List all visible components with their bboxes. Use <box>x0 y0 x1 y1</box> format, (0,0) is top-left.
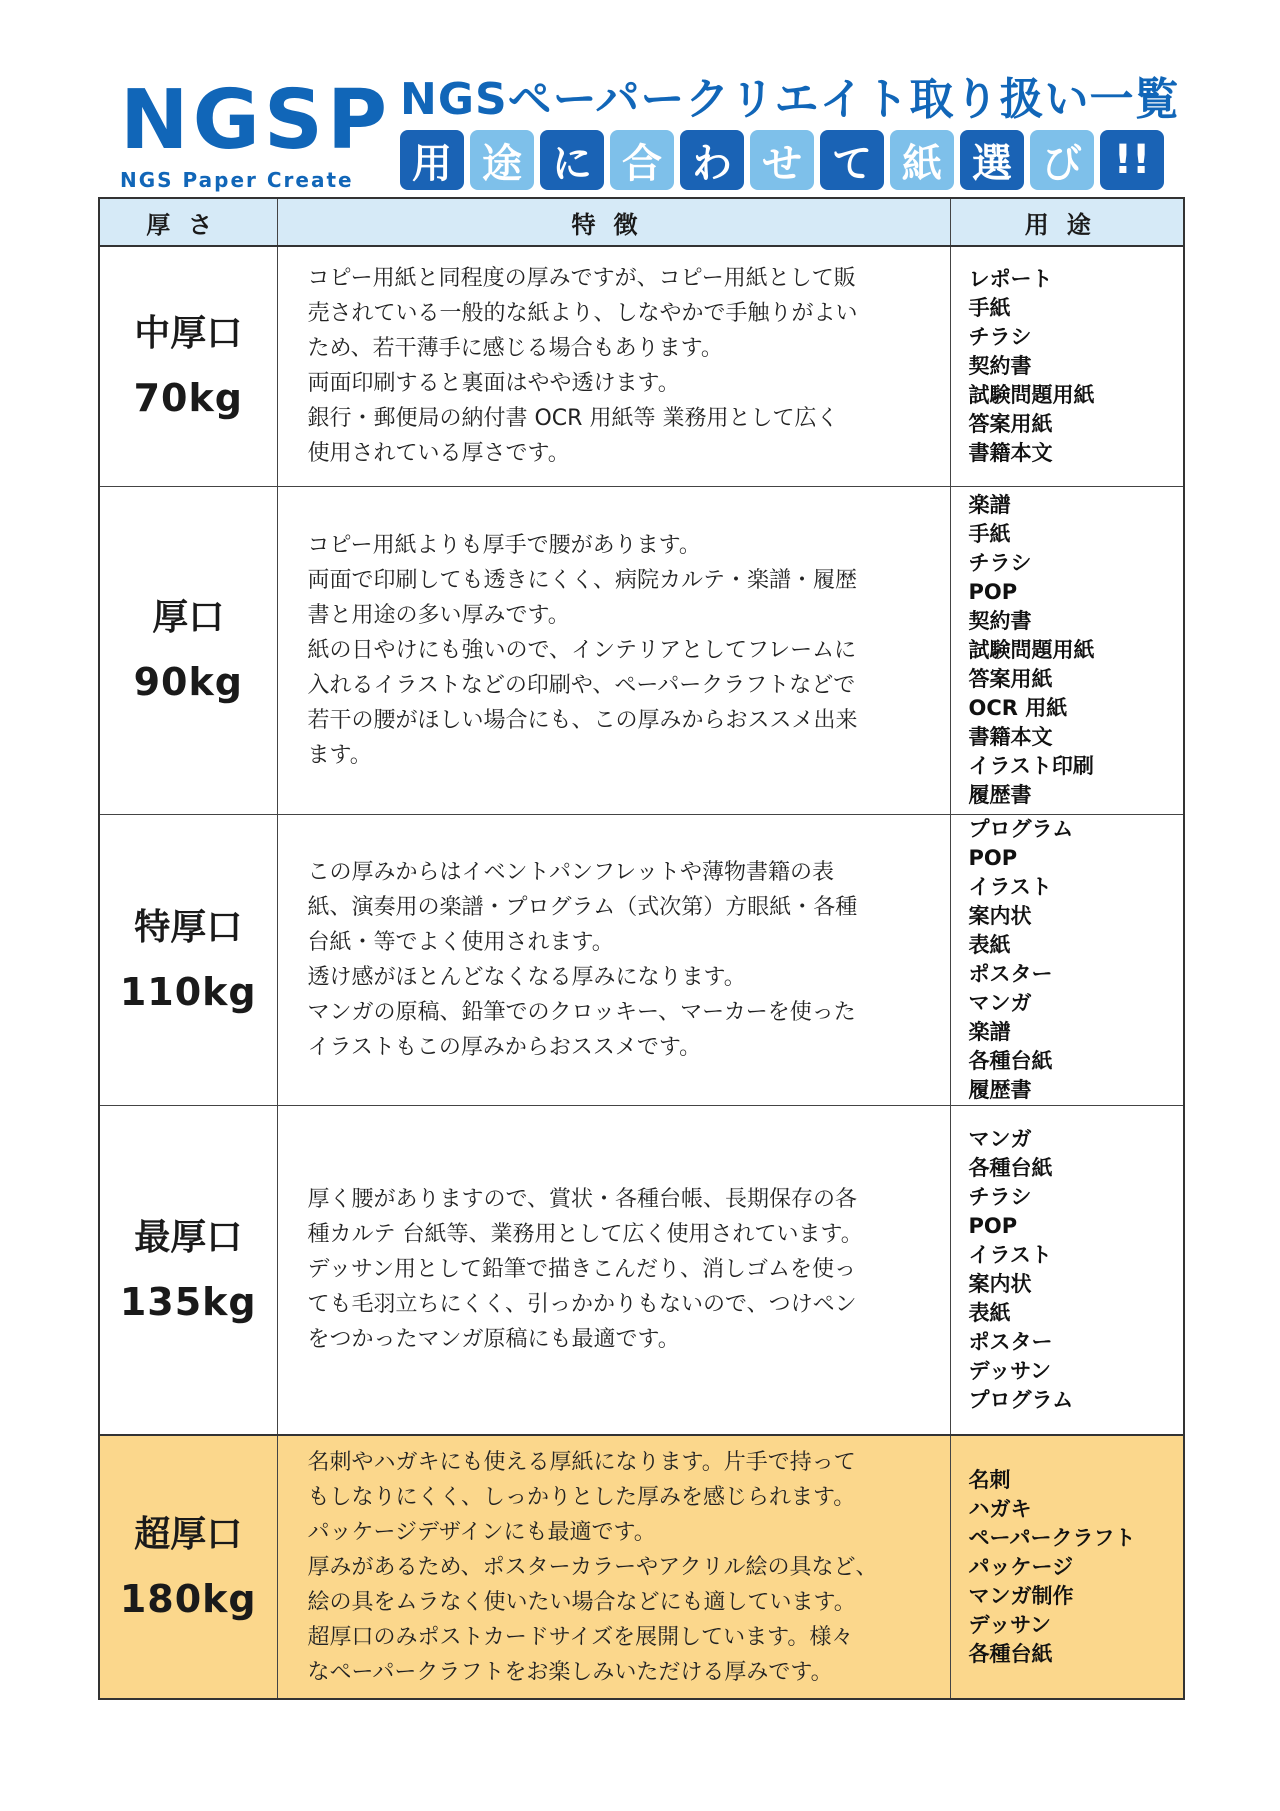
use-item: 楽譜 <box>968 492 1011 517</box>
header-uses: 用途 <box>950 198 1184 246</box>
uses-cell <box>950 814 1184 1105</box>
feature-line: 若干の腰がほしい場合にも、この厚みからおススメ出来 <box>307 707 858 733</box>
feature-line: もしなりにくく、しっかりとした厚みを感じられます。 <box>307 1484 856 1510</box>
feature-line: 台紙・等でよく使用されます。 <box>307 929 614 955</box>
use-item: チラシ <box>968 550 1032 575</box>
use-item: 案内状 <box>968 1271 1032 1296</box>
use-item: プログラム <box>968 1387 1074 1412</box>
feature-line: 超厚口のみポストカードサイズを展開しています。様々 <box>307 1624 854 1650</box>
use-item: 試験問題用紙 <box>968 637 1095 662</box>
feature-line: ため、若干薄手に感じる場合もあります。 <box>307 336 723 362</box>
page-title: NGSペーパークリエイト取り扱い一覧 <box>400 74 1180 125</box>
use-item: 案内状 <box>968 903 1032 928</box>
use-item: POP <box>968 579 1018 604</box>
feature-line: 厚く腰がありますので、賞状・各種台帳、長期保存の各 <box>307 1187 858 1213</box>
use-item: イラスト印刷 <box>968 753 1094 778</box>
features-cell <box>277 246 950 486</box>
thickness-cell <box>99 1435 277 1699</box>
logo-subtitle: NGS Paper Create <box>120 168 354 192</box>
features-cell <box>277 1435 950 1699</box>
thickness-name: 厚口 <box>152 597 225 638</box>
thickness-weight: 135kg <box>119 1279 257 1324</box>
tagline-tiles <box>400 130 1164 190</box>
feature-line: 両面で印刷しても透きにくく、病院カルテ・楽譜・履歴 <box>307 567 858 593</box>
tagline-tile: 途 <box>470 130 534 190</box>
tagline-tile: び <box>1030 130 1094 190</box>
uses-cell <box>950 1435 1184 1699</box>
use-item: チラシ <box>968 1184 1032 1209</box>
feature-line: 厚みがあるため、ポスターカラーやアクリル絵の具など、 <box>307 1554 878 1580</box>
use-item: プログラム <box>968 816 1074 841</box>
tagline-tile: せ <box>750 130 814 190</box>
ngsp-logo <box>120 73 392 192</box>
feature-line: なペーパークラフトをお楽しみいただける厚みです。 <box>307 1659 833 1685</box>
paper-thickness-table <box>98 197 1185 1700</box>
feature-line: マンガの原稿、鉛筆でのクロッキー、マーカーを使った <box>307 999 856 1025</box>
use-item: 各種台紙 <box>968 1048 1053 1073</box>
uses-cell <box>950 1105 1184 1435</box>
table-row <box>99 814 1184 1105</box>
tagline-tile: 選 <box>960 130 1024 190</box>
uses-cell <box>950 246 1184 486</box>
feature-line: 紙、演奏用の楽譜・プログラム（式次第）方眼紙・各種 <box>307 894 858 920</box>
thickness-cell <box>99 486 277 814</box>
feature-line: 売されている一般的な紙より、しなやかで手触りがよい <box>307 301 858 327</box>
feature-line: ても毛羽立ちにくく、引っかかりもないので、つけペン <box>307 1292 857 1318</box>
use-item: 各種台紙 <box>968 1155 1053 1180</box>
use-item: ポスター <box>968 1329 1053 1354</box>
feature-line: この厚みからはイベントパンフレットや薄物書籍の表 <box>307 859 834 885</box>
feature-line: デッサン用として鉛筆で描きこんだり、消しゴムを使っ <box>307 1257 856 1283</box>
use-item: マンガ制作 <box>968 1583 1074 1608</box>
use-item: ポスター <box>968 961 1053 986</box>
use-item: OCR 用紙 <box>968 695 1068 720</box>
table-row <box>99 246 1184 486</box>
feature-line: 絵の具をムラなく使いたい場合などにも適しています。 <box>307 1589 856 1615</box>
table-row <box>99 486 1184 814</box>
table-row <box>99 1105 1184 1435</box>
use-item: 履歴書 <box>968 782 1032 807</box>
use-item: チラシ <box>968 324 1032 349</box>
feature-line: コピー用紙よりも厚手で腰があります。 <box>307 532 701 558</box>
use-item: 手紙 <box>968 521 1011 546</box>
use-item: ハガキ <box>968 1496 1032 1521</box>
tagline-tile: 合 <box>610 130 674 190</box>
feature-line: 透け感がほとんどなくなる厚みになります。 <box>307 964 746 990</box>
feature-line: 書と用途の多い厚みです。 <box>307 602 570 628</box>
features-cell <box>277 814 950 1105</box>
use-item: POP <box>968 845 1018 870</box>
use-item: POP <box>968 1213 1018 1238</box>
feature-line: 名刺やハガキにも使える厚紙になります。片手で持って <box>307 1449 856 1475</box>
feature-line: 両面印刷すると裏面はやや透けます。 <box>307 371 680 397</box>
features-cell <box>277 1105 950 1435</box>
tagline-tile: 紙 <box>890 130 954 190</box>
thickness-cell <box>99 814 277 1105</box>
feature-line: ます。 <box>307 742 372 768</box>
logo-wordmark: NGSP <box>120 73 392 168</box>
feature-line: 種カルテ 台紙等、業務用として広く使用されています。 <box>307 1222 863 1248</box>
tagline-tile: 用 <box>400 130 464 190</box>
use-item: 手紙 <box>968 295 1011 320</box>
feature-line: 紙の日やけにも強いので、インテリアとしてフレームに <box>307 637 857 663</box>
thickness-name: 超厚口 <box>134 1514 243 1555</box>
thickness-weight: 90kg <box>133 660 243 704</box>
use-item: レポート <box>968 266 1053 291</box>
feature-line: をつかったマンガ原稿にも最適です。 <box>307 1327 680 1353</box>
use-item: 答案用紙 <box>968 411 1053 436</box>
feature-line: 銀行・郵便局の納付書 OCR 用紙等 業務用として広く <box>307 406 839 432</box>
thickness-name: 特厚口 <box>134 906 243 948</box>
use-item: 楽譜 <box>968 1019 1011 1044</box>
thickness-name: 中厚口 <box>134 313 243 355</box>
use-item: 名刺 <box>968 1467 1011 1492</box>
use-item: 契約書 <box>968 353 1032 378</box>
use-item: マンガ <box>968 1126 1032 1151</box>
tagline-tile: て <box>820 130 884 190</box>
use-item: イラスト <box>968 1242 1052 1267</box>
tagline-tile: !! <box>1100 130 1164 190</box>
features-cell <box>277 486 950 814</box>
use-item: 試験問題用紙 <box>968 382 1095 407</box>
thickness-weight: 110kg <box>119 969 257 1014</box>
thickness-cell <box>99 1105 277 1435</box>
uses-cell <box>950 486 1184 814</box>
use-item: ペーパークラフト <box>968 1525 1136 1550</box>
table-header-row <box>99 198 1184 246</box>
feature-line: イラストもこの厚みからおススメです。 <box>307 1034 702 1060</box>
use-item: 表紙 <box>968 932 1011 957</box>
use-item: 書籍本文 <box>968 440 1053 465</box>
use-item: 表紙 <box>968 1300 1011 1325</box>
use-item: マンガ <box>968 990 1032 1015</box>
thickness-cell <box>99 246 277 486</box>
use-item: 各種台紙 <box>968 1641 1053 1666</box>
table-row <box>99 1435 1184 1699</box>
feature-line: コピー用紙と同程度の厚みですが、コピー用紙として販 <box>307 266 856 292</box>
use-item: 答案用紙 <box>968 666 1053 691</box>
tagline-tile: わ <box>680 130 744 190</box>
use-item: 契約書 <box>968 608 1032 633</box>
use-item: デッサン <box>968 1612 1052 1637</box>
header-features: 特徴 <box>277 198 950 246</box>
feature-line: 使用されている厚さです。 <box>307 441 570 467</box>
use-item: 書籍本文 <box>968 724 1053 749</box>
feature-line: パッケージデザインにも最適です。 <box>307 1519 656 1545</box>
header-thickness: 厚さ <box>99 198 277 246</box>
thickness-weight: 70kg <box>133 376 243 421</box>
feature-line: 入れるイラストなどの印刷や、ペーパークラフトなどで <box>307 672 856 698</box>
tagline-tile: に <box>540 130 604 190</box>
use-item: イラスト <box>968 874 1052 899</box>
thickness-name: 最厚口 <box>134 1216 243 1258</box>
thickness-weight: 180kg <box>119 1577 257 1621</box>
use-item: デッサン <box>968 1358 1052 1383</box>
use-item: 履歴書 <box>968 1077 1032 1102</box>
use-item: パッケージ <box>968 1554 1074 1579</box>
